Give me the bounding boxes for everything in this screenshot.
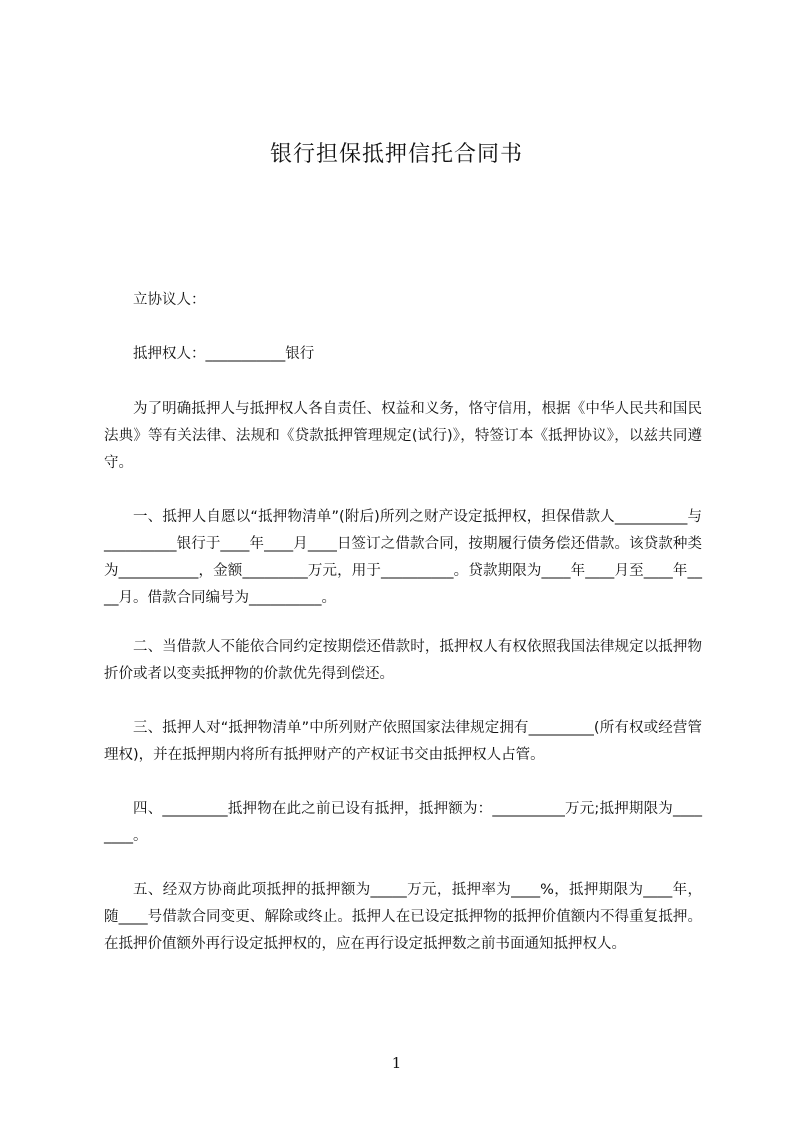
clause-1: 一、抵押人自愿以“抵押物清单”(附后)所列之财产设定抵押权，担保借款人__________与__________银行于____年____月____日签订之借款合同，按期履行债务偿还借款。该贷款种类为___________，金额_________万元，用于__________。贷款期限为____年____月至____年____月。借款合同编号为__________。 [104, 509, 702, 606]
page-number: 1 [391, 1054, 402, 1072]
paragraph-mortgagee: 抵押权人：___________银行 [133, 346, 315, 362]
clause-5: 五、经双方协商此项抵押的抵押额为_____万元，抵押率为____%，抵押期限为____年，随____号借款合同变更、解除或终止。抵押人在已设定抵押物的抵押价值额内不得重复抵押。在抵押价值额外再行设定抵押权的，应在再行设定抵押数之前书面通知抵押权人。 [104, 882, 702, 952]
clause-3: 三、抵押人对“抵押物清单”中所列财产依照国家法律规定拥有_________(所有权或经营管理权)，并在抵押期内将所有抵押财产的产权证书交由抵押权人占管。 [104, 720, 702, 763]
clause-2: 二、当借款人不能依合同约定按期偿还借款时，抵押权人有权依照我国法律规定以抵押物折价或者以变卖抵押物的价款优先得到偿还。 [104, 639, 702, 682]
paragraph-intro: 为了明确抵押人与抵押权人各自责任、权益和义务，恪守信用，根据《中华人民共和国民法典》等有关法律、法规和《贷款抵押管理规定(试行)》，特签订本《抵押协议》，以兹共同遵守。 [104, 401, 702, 471]
paragraph-agreement-parties: 立协议人： [133, 292, 206, 308]
document-title: 银行担保抵押信托合同书 [269, 142, 523, 167]
clause-4: 四、_________抵押物在此之前已设有抵押，抵押额为：__________万元;抵押期限为________。 [104, 801, 702, 844]
